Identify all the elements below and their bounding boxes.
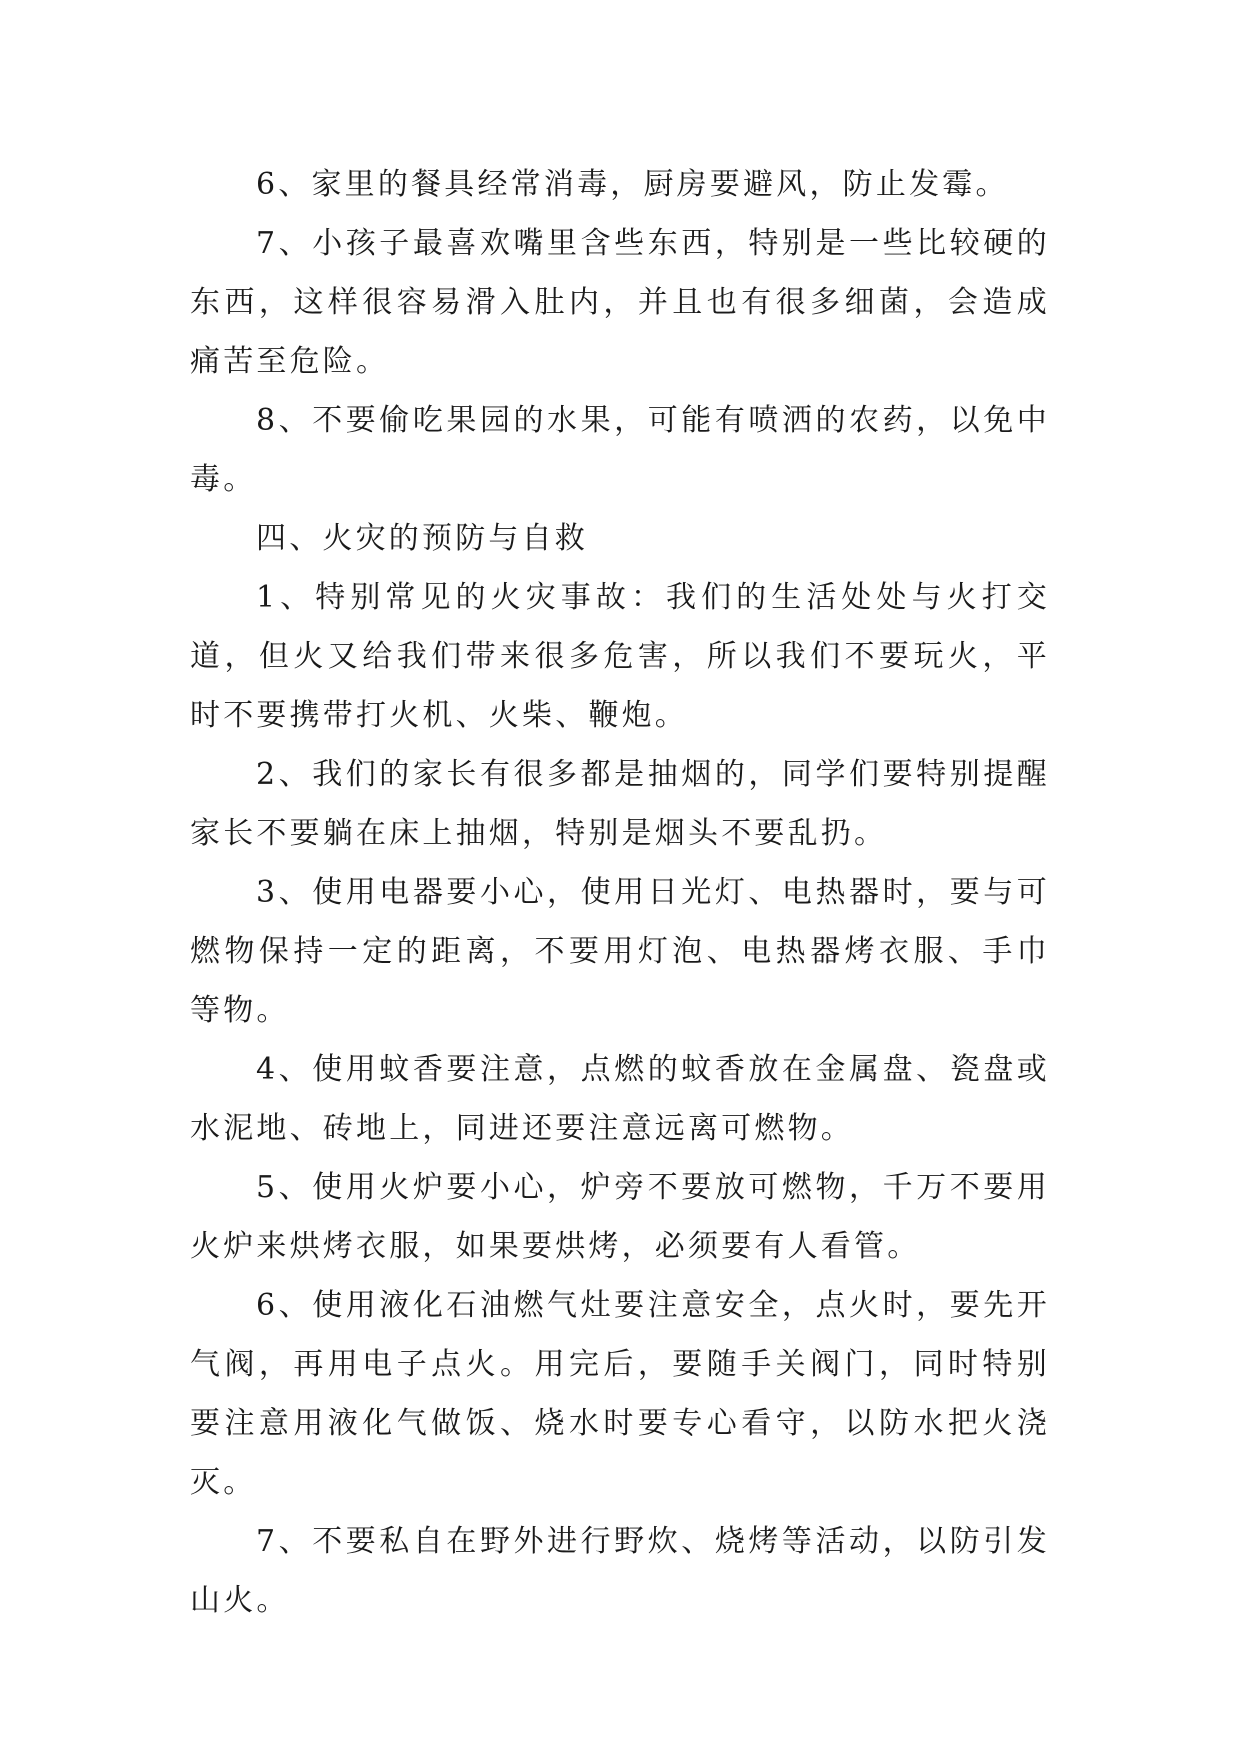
- paragraph: 2、我们的家长有很多都是抽烟的，同学们要特别提醒家长不要躺在床上抽烟，特别是烟头不要乱扔。: [190, 757, 1050, 851]
- paragraph: 7、不要私自在野外进行野炊、烧烤等活动，以防引发山火。: [190, 1524, 1050, 1618]
- section-heading: 四、火灾的预防与自救: [256, 521, 588, 556]
- paragraph: 3、使用电器要小心，使用日光灯、电热器时，要与可燃物保持一定的距离，不要用灯泡、电热器烤衣服、手巾等物。: [190, 875, 1050, 1028]
- paragraph: 7、小孩子最喜欢嘴里含些东西，特别是一些比较硬的东西，这样很容易滑入肚内，并且也有很多细菌，会造成痛苦至危险。: [190, 226, 1050, 379]
- paragraph: 1、特别常见的火灾事故：我们的生活处处与火打交道，但火又给我们带来很多危害，所以我们不要玩火，平时不要携带打火机、火柴、鞭炮。: [190, 580, 1050, 733]
- paragraph: 8、不要偷吃果园的水果，可能有喷洒的农药，以免中毒。: [190, 403, 1050, 497]
- document-body: [190, 155, 1050, 1630]
- paragraph: 6、家里的餐具经常消毒，厨房要避风，防止发霉。: [256, 167, 1009, 202]
- paragraph: 6、使用液化石油燃气灶要注意安全，点火时，要先开气阀，再用电子点火。用完后，要随手关阀门，同时特别要注意用液化气做饭、烧水时要专心看守，以防水把火浇灭。: [190, 1288, 1050, 1500]
- paragraph: 4、使用蚊香要注意，点燃的蚊香放在金属盘、瓷盘或水泥地、砖地上，同进还要注意远离可燃物。: [190, 1052, 1050, 1146]
- paragraph: 5、使用火炉要小心，炉旁不要放可燃物，千万不要用火炉来烘烤衣服，如果要烘烤，必须要有人看管。: [190, 1170, 1050, 1264]
